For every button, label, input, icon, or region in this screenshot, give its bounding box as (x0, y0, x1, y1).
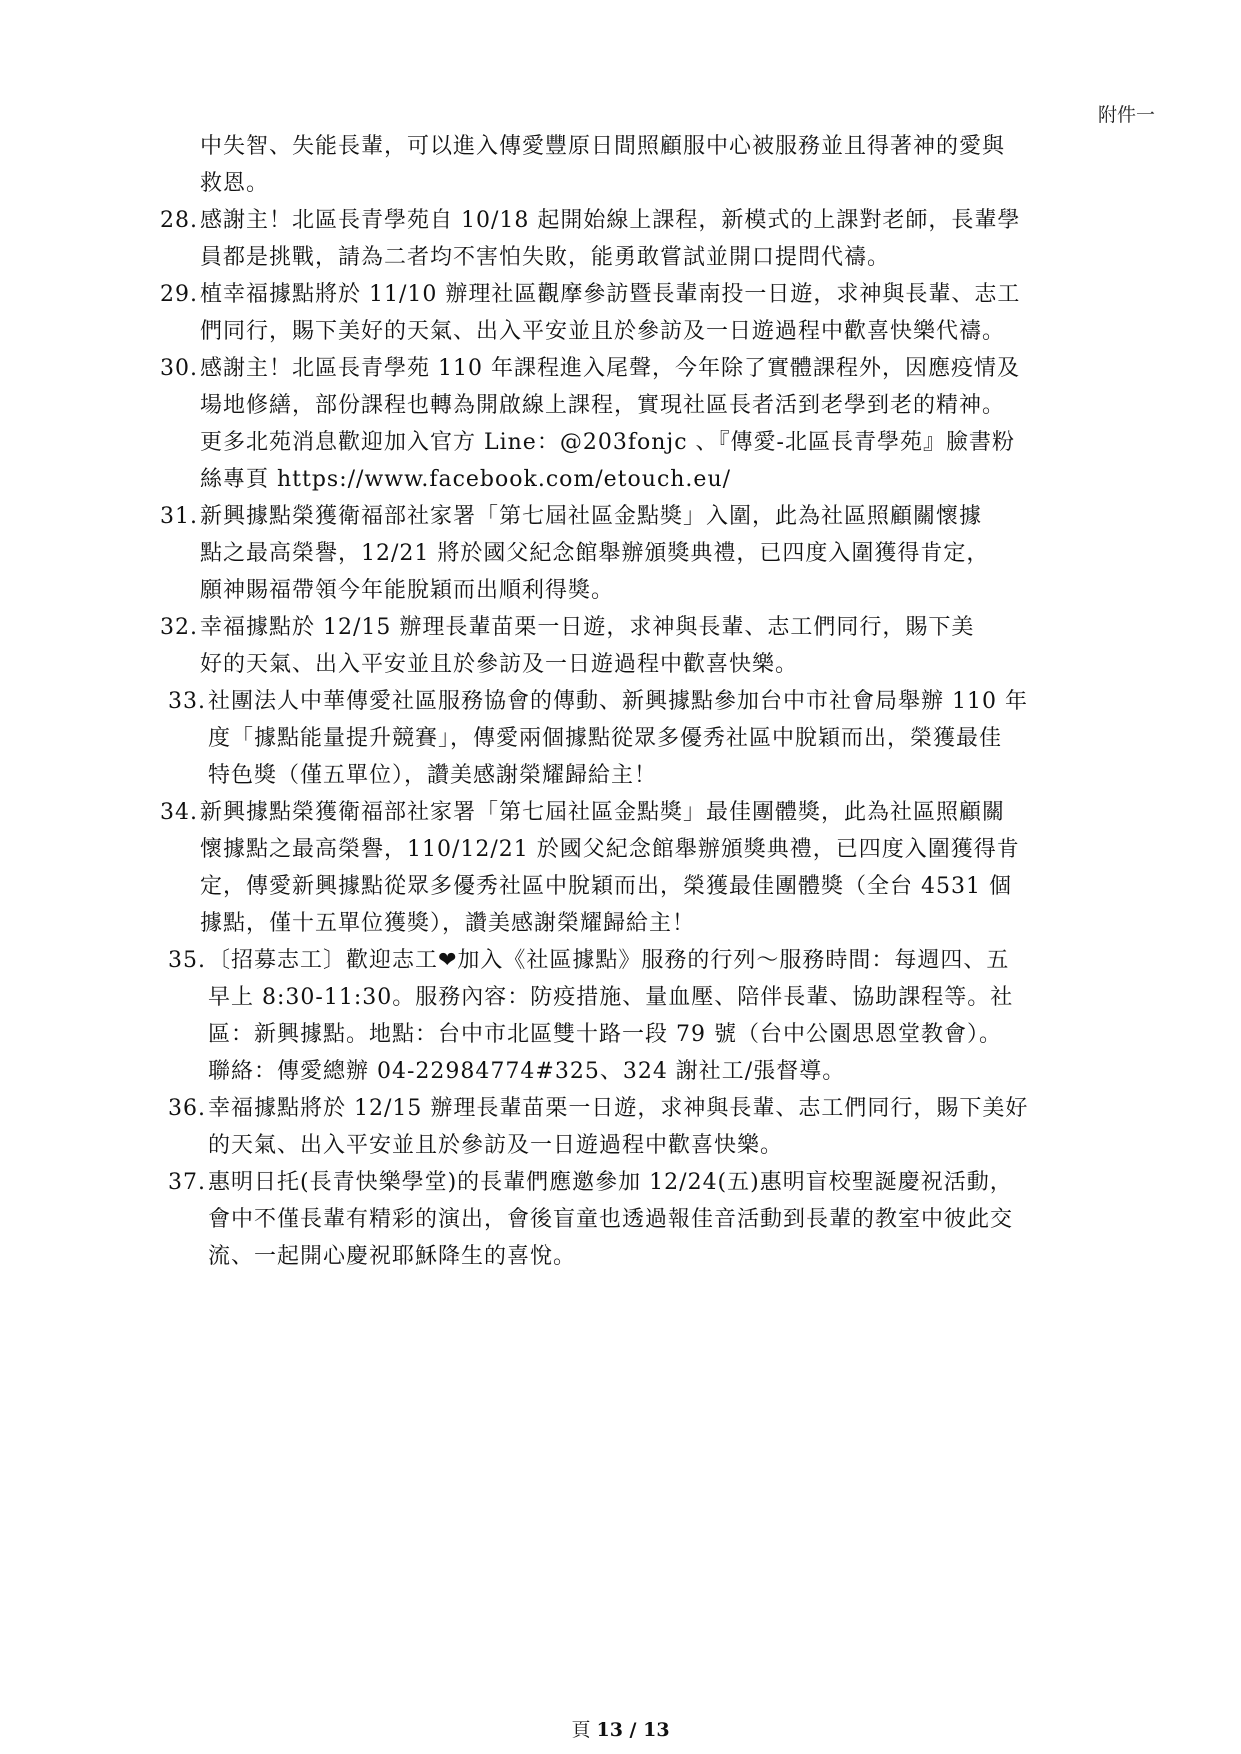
text-line: 會中不僅長輩有精彩的演出，會後盲童也透過報佳音活動到長輩的教室中彼此交 (208, 1207, 1014, 1232)
text-line: 幸福據點於 12/15 辦理長輩苗栗一日遊，求神與長輩、志工們同行，賜下美 (200, 615, 975, 640)
list-item-28 (160, 202, 1160, 276)
text-line: 感謝主！北區長青學苑自 10/18 起開始線上課程，新模式的上課對老師，長輩學 (200, 208, 1021, 233)
text-line: 特色獎（僅五單位），讚美感謝榮耀歸給主！ (208, 763, 658, 788)
page-footer (0, 1715, 1241, 1742)
list-item-34 (160, 794, 1160, 942)
text-line: 救恩。 (200, 171, 270, 196)
text-line: 的天氣、出入平安並且於參訪及一日遊過程中歡喜快樂。 (208, 1133, 784, 1158)
list-item-33 (160, 683, 1160, 794)
text-line: 好的天氣、出入平安並且於參訪及一日遊過程中歡喜快樂。 (200, 652, 799, 677)
page-total: 13 (643, 1719, 670, 1741)
list-item-36 (160, 1090, 1160, 1164)
text-line: 度「據點能量提升競賽」，傳愛兩個據點從眾多優秀社區中脫穎而出，榮獲最佳 (208, 726, 1003, 751)
text-line: 更多北苑消息歡迎加入官方 Line：@203fonjc 、『傳愛-北區長青學苑』臉書粉 (200, 430, 1015, 455)
item-number: 36. (168, 1096, 206, 1121)
facebook-link[interactable]: 絲專頁 https://www.facebook.com/etouch.eu/ (200, 467, 732, 492)
text-line: 據點，僅十五單位獲獎），讚美感謝榮耀歸給主！ (200, 911, 696, 936)
annex-label: 附件一 (1097, 104, 1155, 126)
item-number: 33. (168, 689, 206, 714)
document-body (160, 128, 1160, 1275)
item-number: 30. (160, 356, 198, 381)
text-line: 幸福據點將於 12/15 辦理長輩苗栗一日遊，求神與長輩、志工們同行，賜下美好 (208, 1096, 1029, 1121)
item-number: 35. (168, 948, 206, 973)
text-line: 場地修繕，部份課程也轉為開啟線上課程，實現社區長者活到老學到老的精神。 (200, 393, 1006, 418)
continuation-paragraph (160, 128, 1160, 202)
text-line: 點之最高榮譽，12/21 將於國父紀念館舉辦頒獎典禮，已四度入圍獲得肯定， (200, 541, 990, 566)
text-line: 〔招募志工〕歡迎志工❤加入《社區據點》服務的行列～服務時間：每週四、五 (208, 948, 1010, 973)
item-number: 28. (160, 208, 198, 233)
text-line: 定，傳愛新興據點從眾多優秀社區中脫穎而出，榮獲最佳團體獎（全台 4531 個 (200, 874, 1012, 899)
text-line: 願神賜福帶領今年能脫穎而出順利得獎。 (200, 578, 615, 603)
text-line: 感謝主！北區長青學苑 110 年課程進入尾聲，今年除了實體課程外，因應疫情及 (200, 356, 1020, 381)
text-line: 員都是挑戰，請為二者均不害怕失敗，能勇敢嘗試並開口提問代禱。 (200, 245, 891, 270)
list-item-31 (160, 498, 1160, 609)
text-line: 社團法人中華傳愛社區服務協會的傳動、新興據點參加台中市社會局舉辦 110 年 (208, 689, 1028, 714)
text-line: 們同行，賜下美好的天氣、出入平安並且於參訪及一日遊過程中歡喜快樂代禱。 (200, 319, 1006, 344)
list-item-29 (160, 276, 1160, 350)
item-number: 31. (160, 504, 198, 529)
item-number: 34. (160, 800, 198, 825)
text-line: 聯絡：傳愛總辦 04-22984774#325、324 謝社工/張督導。 (208, 1059, 846, 1084)
page-number: 13 (596, 1719, 623, 1741)
item-number: 29. (160, 282, 198, 307)
text-line: 惠明日托(長青快樂學堂)的長輩們應邀參加 12/24(五)惠明盲校聖誕慶祝活動， (208, 1170, 1013, 1195)
list-item-35 (160, 942, 1160, 1090)
text-line: 新興據點榮獲衛福部社家署「第七屆社區金點獎」最佳團體獎，此為社區照顧關 (200, 800, 1006, 825)
item-number: 37. (168, 1170, 206, 1195)
text-line: 懷據點之最高榮譽，110/12/21 於國父紀念館舉辦頒獎典禮，已四度入圍獲得肯 (200, 837, 1020, 862)
list-item-30 (160, 350, 1160, 498)
text-line: 區：新興據點。地點：台中市北區雙十路一段 79 號（台中公園思恩堂教會）。 (208, 1022, 1002, 1047)
text-line: 植幸福據點將於 11/10 辦理社區觀摩參訪暨長輩南投一日遊，求神與長輩、志工 (200, 282, 1021, 307)
text-line: 中失智、失能長輩，可以進入傳愛豐原日間照顧服中心被服務並且得著神的愛與 (200, 134, 1006, 159)
item-number: 32. (160, 615, 198, 640)
text-line: 早上 8:30-11:30。服務內容：防疫措施、量血壓、陪伴長輩、協助課程等。社 (208, 985, 1014, 1010)
page-separator: / (622, 1719, 644, 1741)
text-line: 新興據點榮獲衛福部社家署「第七屆社區金點獎」入圍，此為社區照顧關懷據 (200, 504, 983, 529)
text-line: 流、一起開心慶祝耶穌降生的喜悅。 (208, 1244, 577, 1269)
list-item-37 (160, 1164, 1160, 1275)
page-prefix: 頁 (571, 1719, 597, 1741)
list-item-32 (160, 609, 1160, 683)
